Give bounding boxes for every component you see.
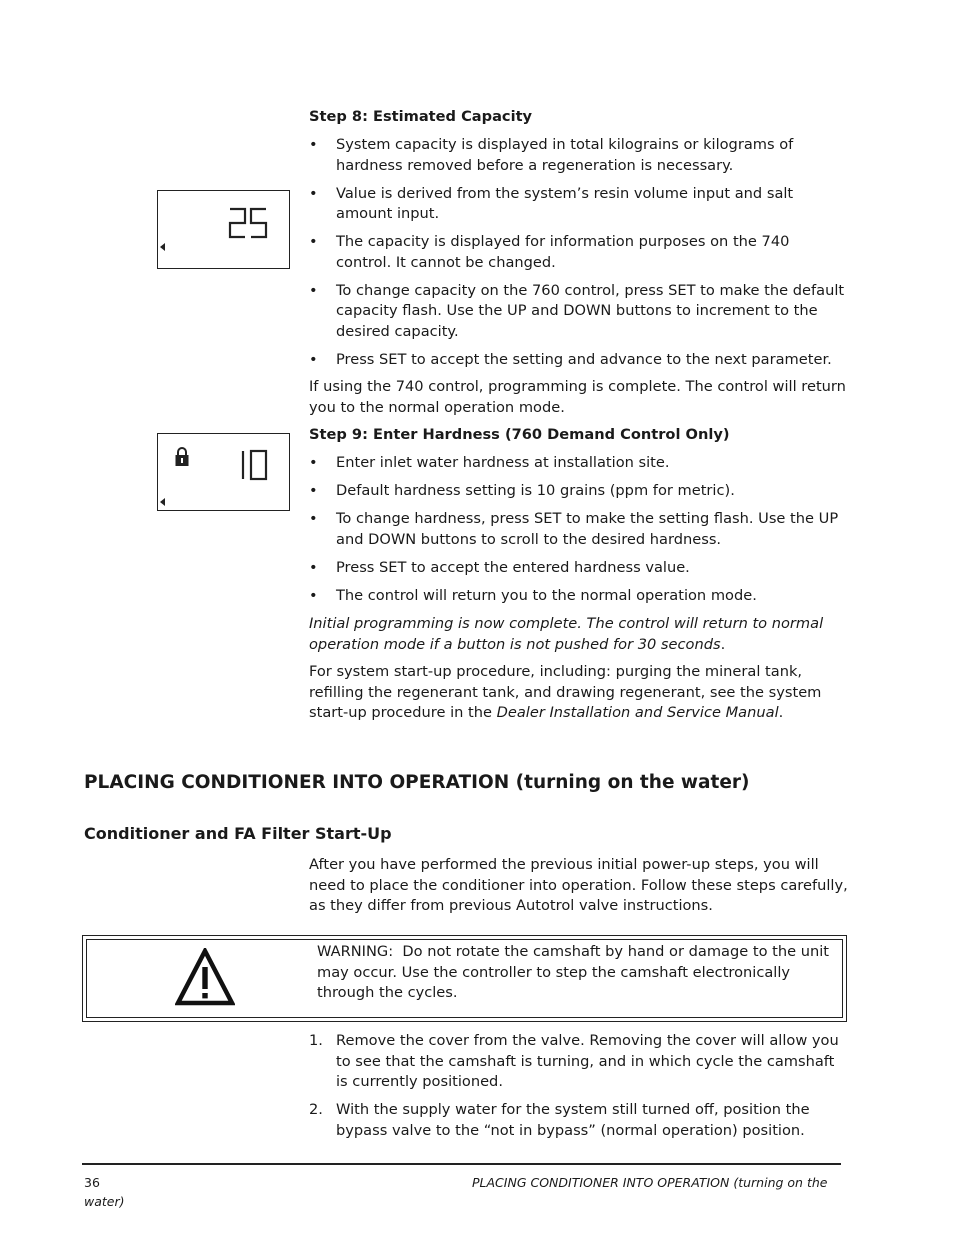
left-arrow-indicator-icon	[160, 243, 165, 251]
warning-text: WARNING: Do not rotate the camshaft by hand or damage to the unit may occur. Use the controller to step the camshaft electronically through the cycles.	[317, 943, 830, 1001]
page-number: 36	[84, 1175, 100, 1190]
warning-label: WARNING:	[317, 943, 394, 960]
step9-heading: Step 9: Enter Hardness (760 Demand Control Only)	[309, 426, 730, 443]
footer-rule	[82, 1163, 841, 1165]
step8-heading: Step 8: Estimated Capacity	[309, 108, 533, 125]
running-title-continued: water)	[84, 1194, 125, 1209]
running-title: PLACING CONDITIONER INTO OPERATION (turning on the	[472, 1175, 828, 1190]
list-item: • To change capacity on the 760 control, press SET to make the default capacity flash. Use the UP and DOWN buttons to increment to the desired capacity.	[309, 281, 849, 343]
lcd-digits-10	[240, 449, 270, 481]
list-item: • Press SET to accept the setting and advance to the next parameter.	[309, 350, 849, 371]
list-item: • Value is derived from the system’s resin volume input and salt amount input.	[309, 184, 849, 225]
section-subtitle: Conditioner and FA Filter Start-Up	[84, 824, 392, 843]
lock-icon	[174, 447, 190, 467]
list-item: • The control will return you to the normal operation mode.	[309, 586, 849, 607]
list-item: • To change hardness, press SET to make the setting flash. Use the UP and DOWN buttons to scroll to the desired hardness.	[309, 509, 849, 550]
left-arrow-indicator-icon	[160, 498, 165, 506]
lcd-display-capacity	[157, 190, 290, 269]
step8-note: If using the 740 control, programming is complete. The control will return you to the normal operation mode.	[309, 378, 846, 416]
startup-procedure-note: For system start-up procedure, including: purging the mineral tank, refilling the regenerant tank, and drawing regenerant, see the system start-up procedure in the Dealer Installation and Service Manual.	[309, 663, 822, 721]
list-item: 2. With the supply water for the system still turned off, position the bypass valve to the “not in bypass” (normal operation) position.	[309, 1101, 810, 1139]
list-item: • Enter inlet water hardness at installation site.	[309, 453, 849, 474]
programming-complete-note: Initial programming is now complete. The control will return to normal operation mode if a button is not pushed for 30 seconds.	[309, 615, 824, 653]
section-title: PLACING CONDITIONER INTO OPERATION (turning on the water)	[84, 772, 750, 793]
list-item: • Default hardness setting is 10 grains (ppm for metric).	[309, 481, 849, 502]
step8-bullets	[309, 135, 849, 378]
list-item: • Press SET to accept the entered hardness value.	[309, 558, 849, 579]
list-item: • System capacity is displayed in total kilograins or kilograms of hardness removed before a regeneration is necessary.	[309, 135, 849, 176]
lcd-display-hardness	[157, 433, 290, 511]
step9-bullets	[309, 453, 849, 614]
list-item: 1. Remove the cover from the valve. Removing the cover will allow you to see that the camshaft is turning, and in which cycle the camshaft is currently positioned.	[309, 1032, 839, 1090]
list-item: • The capacity is displayed for information purposes on the 740 control. It cannot be changed.	[309, 232, 849, 273]
manual-reference: Dealer Installation and Service Manual	[496, 704, 779, 721]
lcd-digits-25	[228, 207, 270, 239]
startup-steps	[309, 1031, 849, 1149]
warning-triangle-icon	[175, 948, 235, 1006]
section-intro: After you have performed the previous initial power-up steps, you will need to place the conditioner into operation. Follow these steps carefully, as they differ from previous Autotrol valve instructions.	[309, 856, 848, 914]
warning-box	[82, 935, 847, 1022]
